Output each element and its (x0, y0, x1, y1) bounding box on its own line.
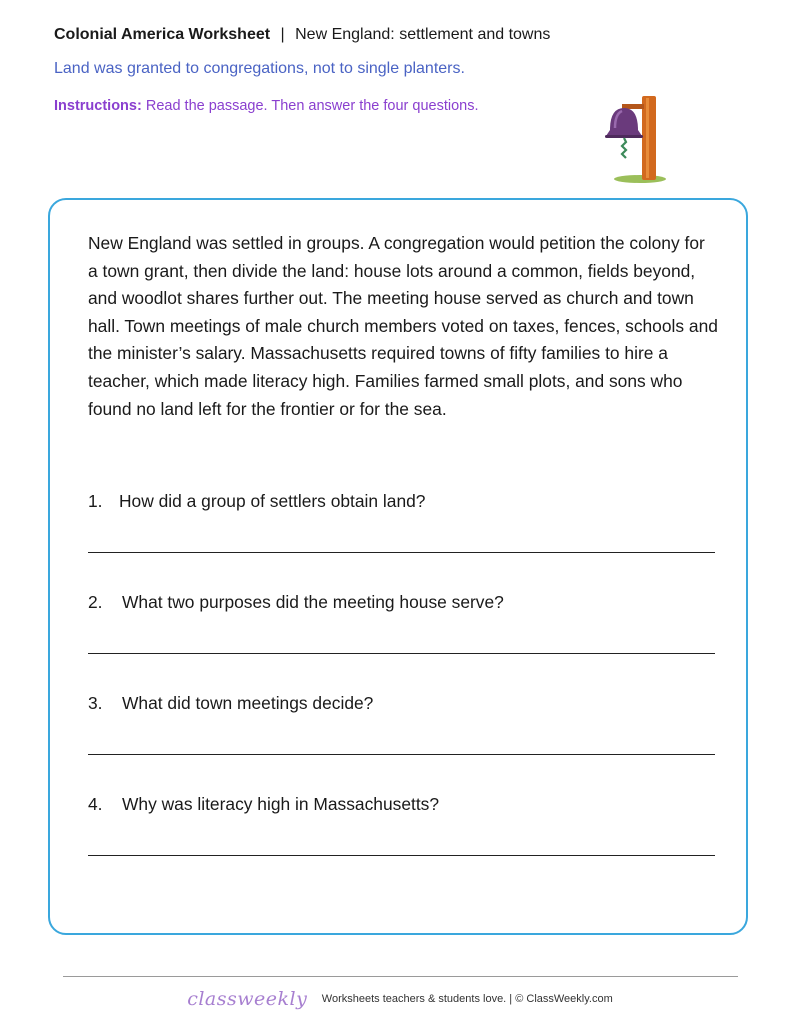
worksheet-title: Colonial America Worksheet (54, 26, 271, 43)
answer-line-3[interactable] (88, 754, 715, 755)
question-number: 1. (88, 491, 103, 511)
bell-icon (600, 90, 680, 185)
instructions (54, 98, 479, 114)
question-number: 2. (88, 592, 103, 612)
question-text: How did a group of settlers obtain land? (119, 491, 426, 511)
question-text: What two purposes did the meeting house serve? (122, 592, 504, 612)
worksheet-card (48, 198, 748, 935)
worksheet-header (54, 26, 550, 44)
footer (0, 988, 800, 1010)
answer-line-2[interactable] (88, 653, 715, 654)
brand-logo: classweekly (187, 988, 308, 1010)
question-1 (88, 490, 715, 512)
footer-tagline: Worksheets teachers & students love. | © ClassWeekly.com (321, 993, 613, 1005)
question-text: What did town meetings decide? (122, 693, 374, 713)
instructions-text: Read the passage. Then answer the four questions. (145, 98, 479, 114)
question-number: 4. (88, 794, 103, 814)
header-separator: | (280, 26, 285, 43)
instructions-label: Instructions: (54, 98, 142, 114)
reading-passage: New England was settled in groups. A congregation would petition the colony for a town grant, then divide the land: house lots around a common, fields beyond, and woodlot shares further out. The meeting house served as church and town hall. Town meetings of male church members voted on taxes, fences, schools and the minister’s salary. Massachusetts required towns of fifty families to hire a teacher, which made literacy high. Families farmed small plots, and sons who found no land left for the frontier or for the sea. (88, 233, 718, 419)
answer-line-4[interactable] (88, 855, 715, 856)
question-2 (88, 591, 715, 613)
worksheet-subtitle: Land was granted to congregations, not to single planters. (54, 60, 465, 77)
question-3 (88, 692, 715, 714)
footer-divider (63, 976, 738, 977)
question-4 (88, 793, 715, 815)
worksheet-topic: New England: settlement and towns (295, 26, 551, 43)
answer-line-1[interactable] (88, 552, 715, 553)
question-text: Why was literacy high in Massachusetts? (122, 794, 440, 814)
question-number: 3. (88, 693, 103, 713)
